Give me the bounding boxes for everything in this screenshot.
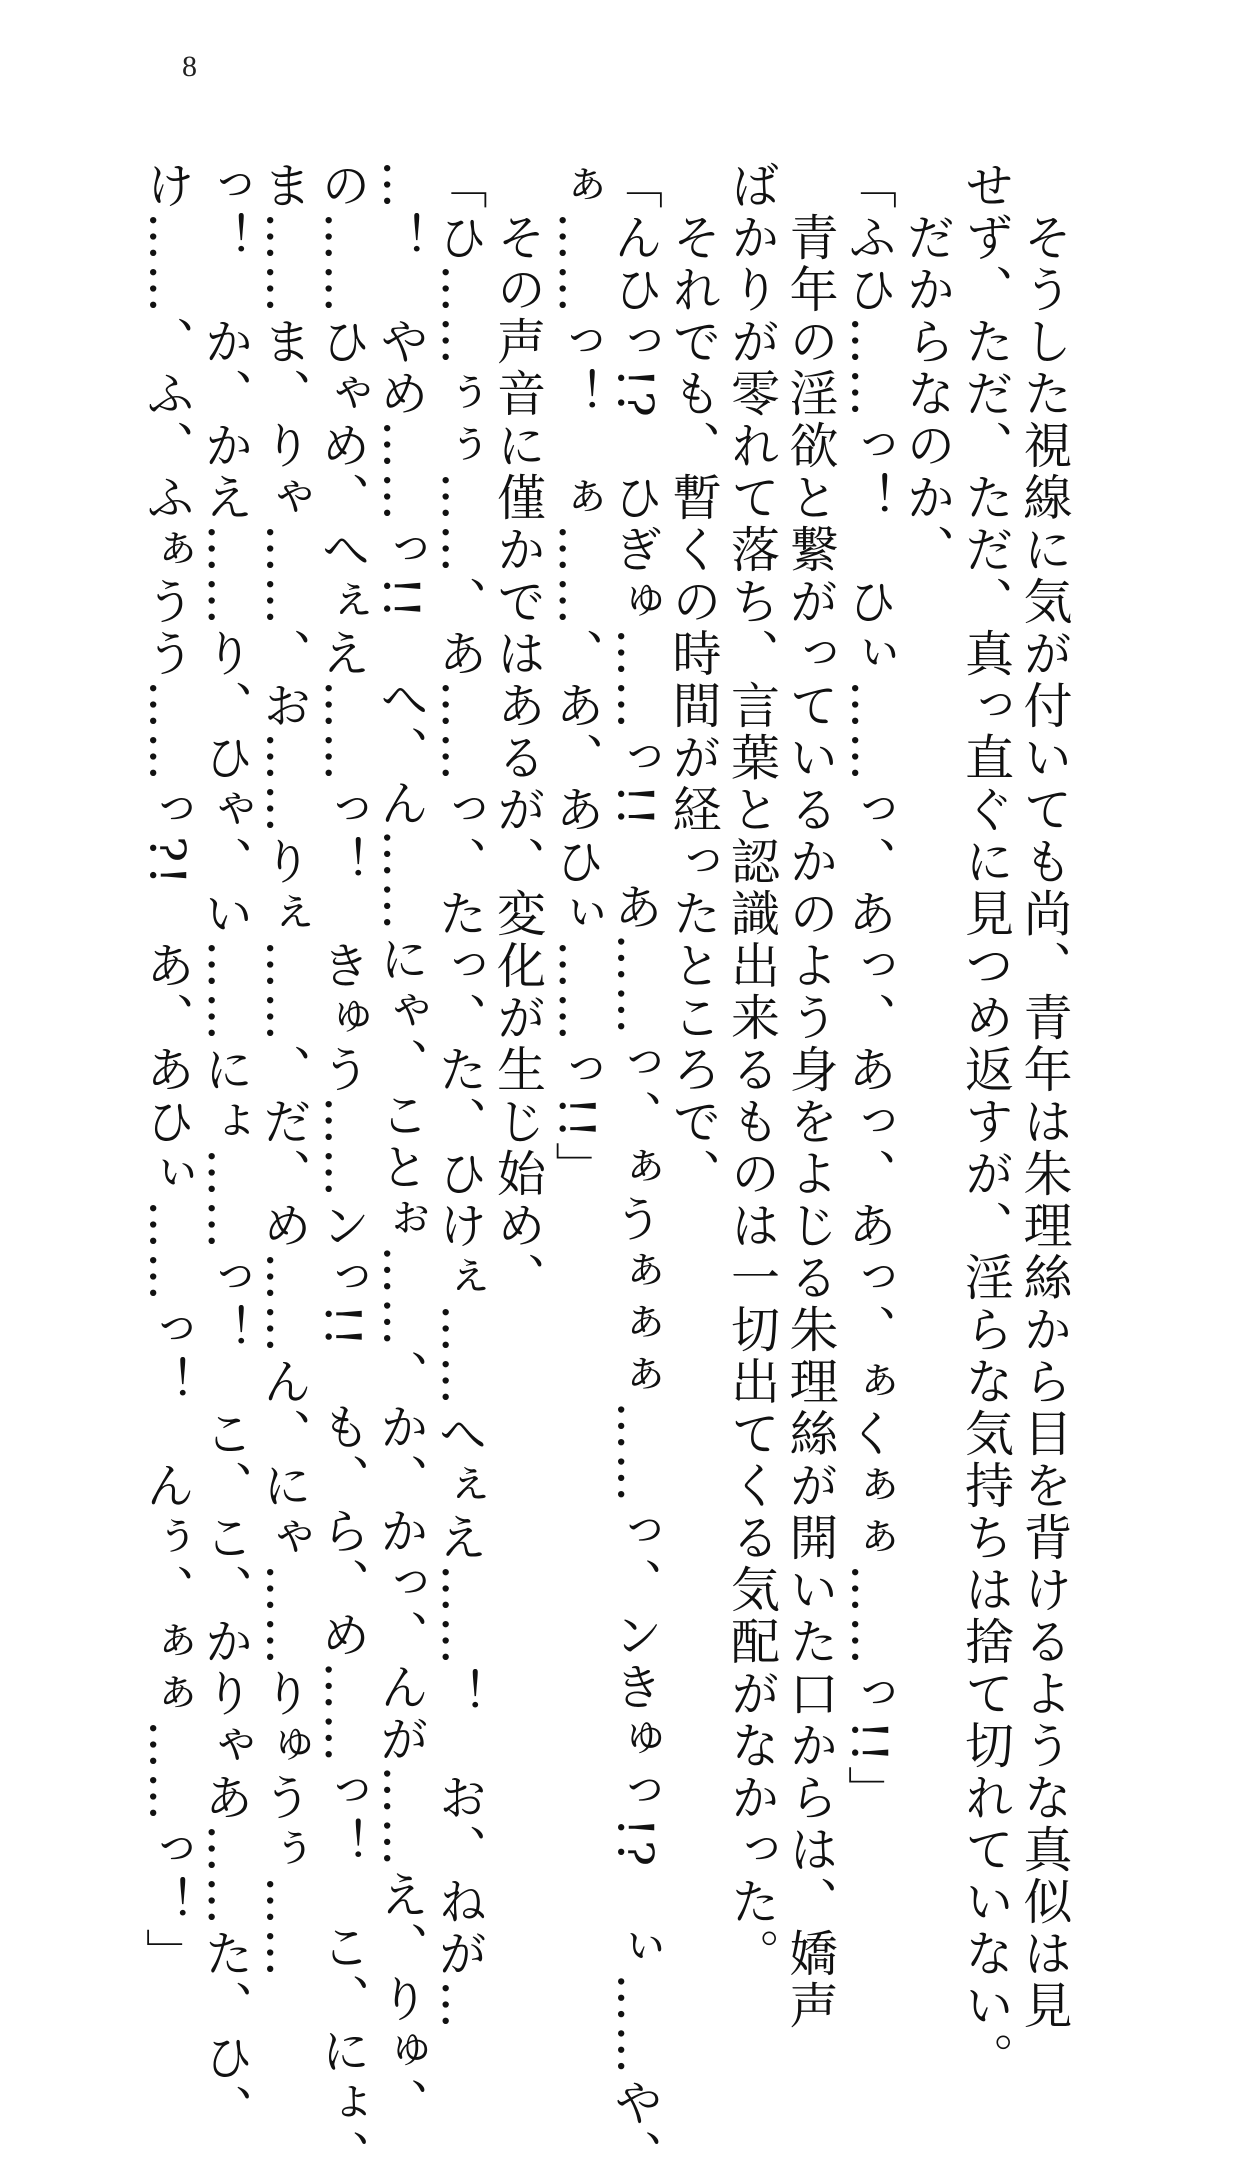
vertical-text-body bbox=[138, 160, 1073, 2181]
text-line: っ！ か、かえ……り、ひゃ、い……にょ……っ！ こ、こ、かりゃあ……た、ひ、 bbox=[197, 160, 254, 2136]
text-line: の……ひゃめ、へぇえ……っ！ きゅう……ンっ!! も、ら、め……っ！ こ、にょ、 bbox=[314, 160, 371, 2181]
text-line: ばかりが零れて落ち、言葉と認識出来るものは一切出てくる気配がなかった。 bbox=[723, 160, 781, 1980]
text-line: その声音に僅かではあるが、変化が生じ始め、 bbox=[489, 160, 547, 1304]
text-line: 青年の淫欲と繋がっているかのよう身をよじる朱理絲が開いた口からは、嬌声 bbox=[782, 160, 839, 2032]
text-line: け……、ふ、ふぁうう……っ?! あ、あひぃ……っ！ んぅ、ぁぁ……っ！」 bbox=[138, 160, 196, 1980]
text-line: 「ひ……ぅぅ……、あ……っ、たっ、た、ひけぇ……へぇえ……！ お、ねが… bbox=[431, 160, 488, 2032]
text-line: 「んひっ!? ひぎゅ……っ!! あ……っ、ぁうぁぁぁ……っ、ンきゅっ!? ぃ……や、 bbox=[606, 160, 664, 2181]
text-line: ま……ま、りゃ……、お……りぇ……、だ、め……ん、にゃ……りゅうぅ…… bbox=[255, 160, 313, 1980]
text-line: それでも、暫くの時間が経ったところで、 bbox=[665, 160, 722, 1200]
text-line: そうした視線に気が付いても尚、青年は朱理絲から目を背けるような真似は見 bbox=[1016, 160, 1073, 2032]
text-line: だからなのか、 bbox=[899, 160, 956, 576]
text-line: ぁ……っ！ ぁ……、あ、あひぃ……っ!!」 bbox=[548, 160, 605, 1194]
text-line: 「ふひ……っ！ ひぃ……っ、あっ、あっ、あっ、ぁくぁぁ……っ!!」 bbox=[840, 160, 898, 1818]
text-line: …！ やめ……っ!! へ、ん……にゃ、ことぉ……、か、かっ、んが……え、りゅ、 bbox=[372, 160, 430, 2130]
text-line: せず、ただ、ただ、真っ直ぐに見つめ返すが、淫らな気持ちは捨て切れていない。 bbox=[957, 160, 1015, 2084]
page-number: 8 bbox=[182, 50, 197, 83]
